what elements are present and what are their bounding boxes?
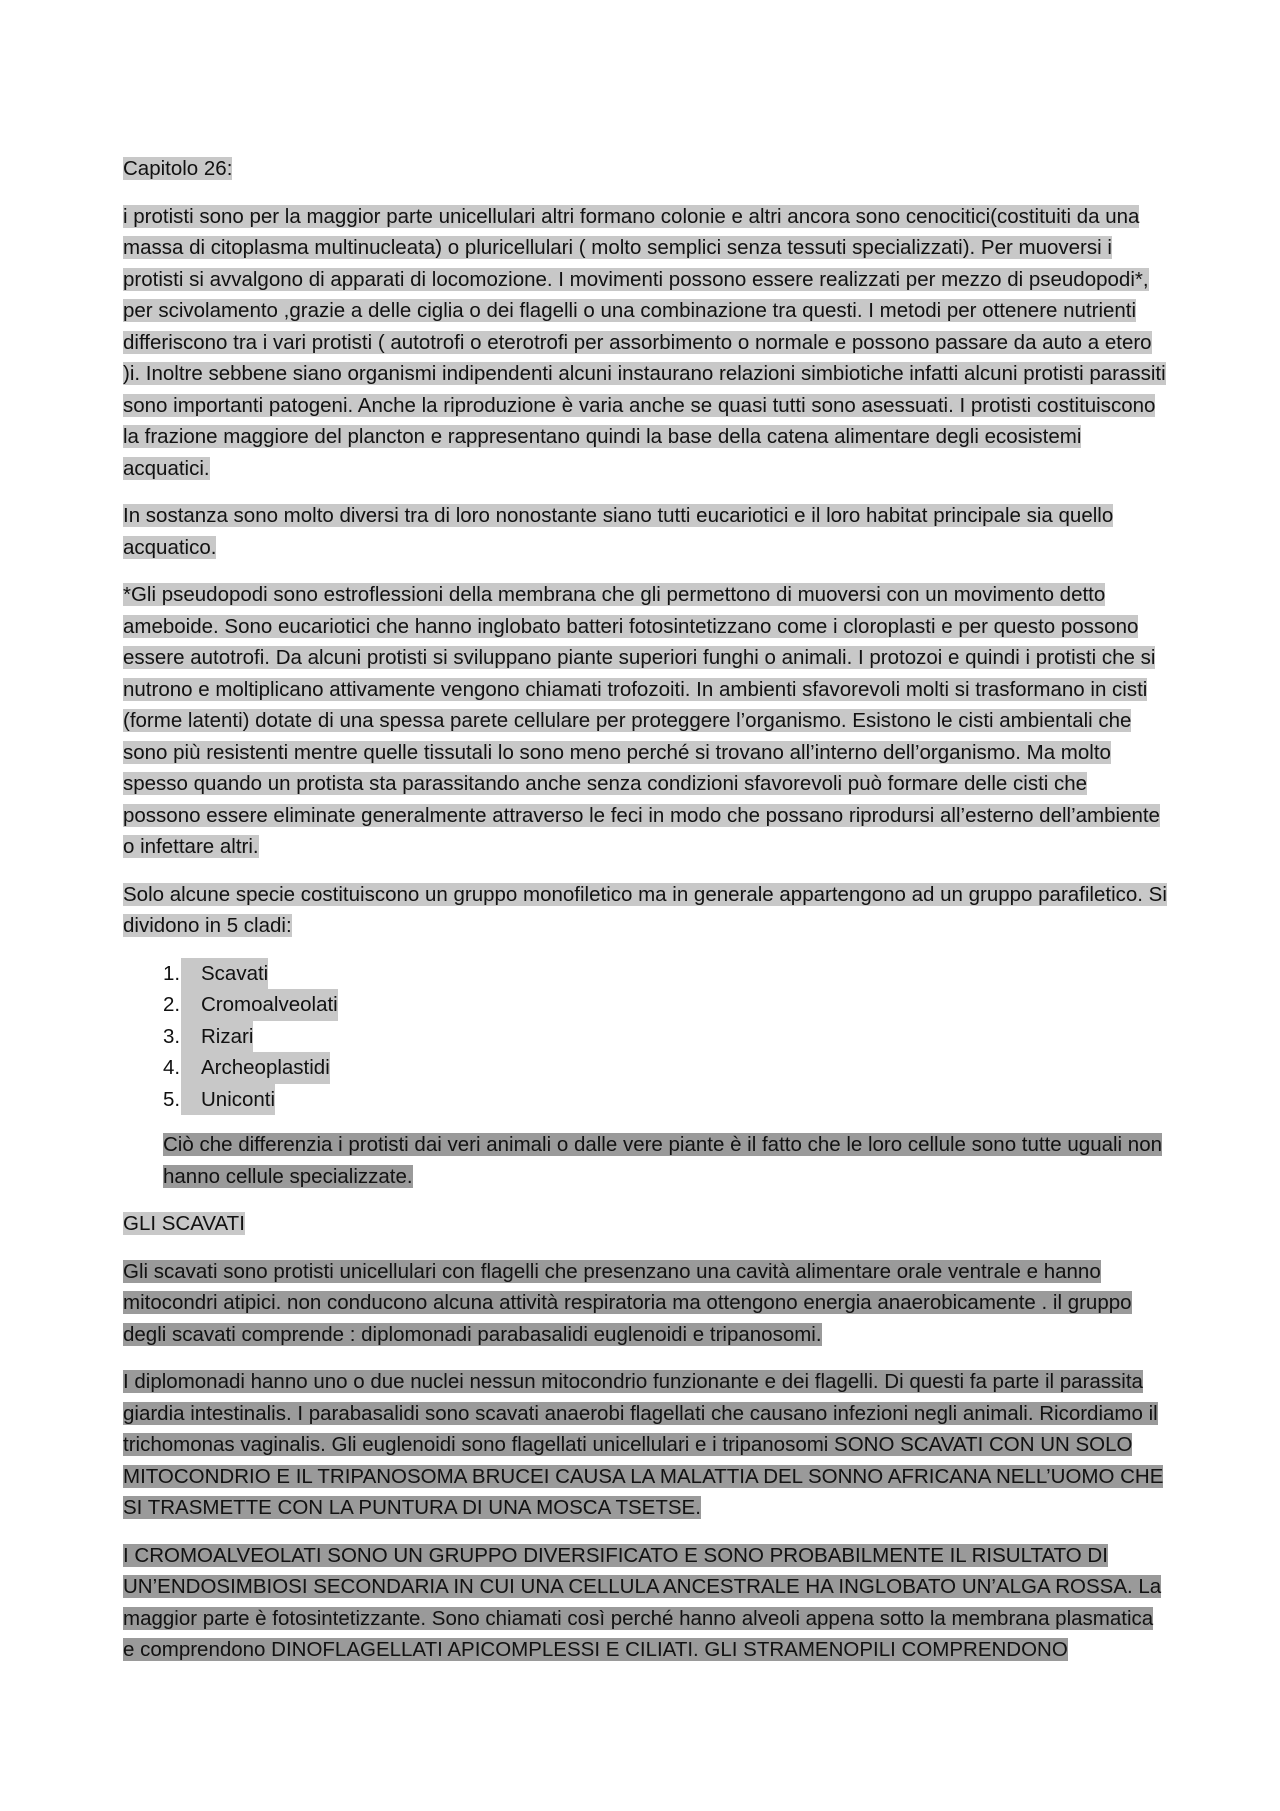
clades-list (123, 958, 1170, 1116)
list-item-label: Rizari (181, 1021, 253, 1053)
list-item-number: 5. (163, 1087, 181, 1111)
paragraph-difference-note (163, 1129, 1170, 1192)
paragraph-intro-2 (123, 500, 1170, 563)
list-item-number: 3. (163, 1024, 181, 1048)
paragraph-text: Gli scavati sono protisti unicellulari con flagelli che presenzano una cavità alimentare orale ventrale e hanno mitocondri atipici. non conducono alcuna attività respiratoria ma ottengono energia anaerobicamente . il gruppo degli scavati comprende : diplomonadi parabasalidi euglenoidi e tripanosomi. (123, 1259, 1132, 1346)
section-heading-text: GLI SCAVATI (123, 1212, 245, 1235)
list-item-label: Scavati (181, 958, 268, 990)
list-item (163, 989, 1170, 1021)
list-item-number: 1. (163, 961, 181, 985)
list-item-number: 4. (163, 1056, 181, 1079)
paragraph-intro-1 (123, 201, 1170, 485)
section-heading (123, 1208, 1170, 1240)
list-item-label: Archeoplastidi (181, 1052, 330, 1084)
list-item-number: 2. (163, 993, 181, 1016)
paragraph-text: I diplomonadi hanno uno o due nuclei nessun mitocondrio funzionante e dei flagelli. Di questi fa parte il parassita giardia intestinalis. I parabasalidi sono scavati anaerobi flagellati che causano infezioni negli animali. Ricordiamo il trichomonas vaginalis. Gli euglenoidi sono flagellati unicellulari e i tripanosomi SONO SCAVATI CON UN SOLO MITOCONDRIO E IL TRIPANOSOMA BRUCEI CAUSA LA MALATTIA DEL SONNO AFRICANA NELL’UOMO CHE SI TRASMETTE CON LA PUNTURA DI UNA MOSCA TSETSE. (123, 1370, 1164, 1519)
paragraph-text: In sostanza sono molto diversi tra di loro nonostante siano tutti eucariotici e il loro habitat principale sia quello acquatico. (123, 504, 1114, 559)
paragraph-text: Ciò che differenzia i protisti dai veri animali o dalle vere piante è il fatto che le loro cellule sono tutte uguali non hanno cellule specializzate. (163, 1133, 1163, 1188)
list-item-label: Uniconti (181, 1084, 275, 1116)
list-item-label: Cromoalveolati (181, 989, 338, 1021)
paragraph-scavati-2 (123, 1366, 1170, 1524)
list-item (163, 1021, 1170, 1053)
chapter-title (123, 153, 1170, 185)
list-item (163, 958, 1170, 990)
list-item (163, 1052, 1170, 1084)
paragraph-cladi-intro (123, 879, 1170, 942)
paragraph-text: Solo alcune specie costituiscono un gruppo monofiletico ma in generale appartengono ad un gruppo parafiletico. Si dividono in 5 cladi: (123, 882, 1167, 937)
list-item (163, 1084, 1170, 1116)
paragraph-pseudopodi (123, 579, 1170, 863)
paragraph-scavati-1 (123, 1256, 1170, 1351)
paragraph-text: i protisti sono per la maggior parte unicellulari altri formano colonie e altri ancora sono cenocitici(costituiti da una massa di citoplasma multinucleata) o pluricellulari ( molto semplici senza tessuti specializzati). Per muoversi i protisti si avvalgono di apparati di locomozione. I movimenti possono essere realizzati per mezzo di pseudopodi*, per scivolamento ,grazie a delle ciglia o dei flagelli o una combinazione tra questi. I metodi per ottenere nutrienti differiscono tra i vari protisti ( autotrofi o eterotrofi per assorbimento o normale e possono passare da auto a etero )i. Inoltre sebbene siano organismi indipendenti alcuni instaurano relazioni simbiotiche infatti alcuni protisti parassiti sono importanti patogeni. Anche la riproduzione è varia anche se quasi tutti sono asessuati. I protisti costituiscono la frazione maggiore del plancton e rappresentano quindi la base della catena alimentare degli ecosistemi acquatici. (123, 204, 1166, 480)
chapter-title-text: Capitolo 26: (123, 157, 233, 180)
paragraph-text: *Gli pseudopodi sono estroflessioni della membrana che gli permettono di muoversi con un movimento detto ameboide. Sono eucariotici che hanno inglobato batteri fotosintetizzano come i cloroplasti e per questo possono essere autotrofi. Da alcuni protisti si sviluppano piante superiori funghi o animali. I protozoi e quindi i protisti che si nutrono e moltiplicano attivamente vengono chiamati trofozoiti. In ambienti sfavorevoli molti si trasformano in cisti (forme latenti) dotate di una spessa parete cellulare per proteggere l’organismo. Esistono le cisti ambientali che sono più resistenti mentre quelle tissutali lo sono meno perché si trovano all’interno dell’organismo. Ma molto spesso quando un protista sta parassitando anche senza condizioni sfavorevoli può formare delle cisti che possono essere eliminate generalmente attraverso le feci in modo che possano riprodursi all’esterno dell’ambiente o infettare altri. (123, 583, 1160, 858)
paragraph-text: I CROMOALVEOLATI SONO UN GRUPPO DIVERSIFICATO E SONO PROBABILMENTE IL RISULTATO DI UN’ENDOSIMBIOSI SECONDARIA IN CUI UNA CELLULA ANCESTRALE HA INGLOBATO UN’ALGA ROSSA. La maggior parte è fotosintetizzante. Sono chiamati così perché hanno alveoli appena sotto la membrana plasmatica e comprendono DINOFLAGELLATI APICOMPLESSI E CILIATI. GLI STRAMENOPILI COMPRENDONO (123, 1543, 1162, 1661)
paragraph-cromoalveolati (123, 1540, 1170, 1666)
